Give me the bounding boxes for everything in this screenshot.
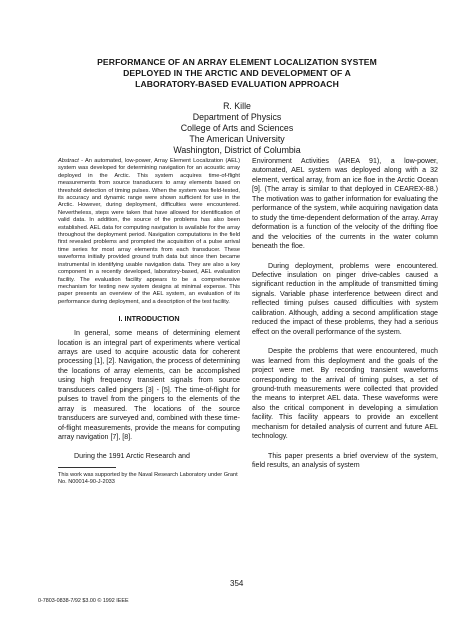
author-name: R. Kille <box>223 101 251 111</box>
title-line: PERFORMANCE OF AN ARRAY ELEMENT LOCALIZATION SYSTEM <box>97 57 377 67</box>
paragraph: Despite the problems that were encountered, much was learned from this deployment and the goals of the project were met. By recording transient waveforms corresponding to the arrival of timing pulses, a set of ground-truth measurements were collected that provided the means to interpret AEL data. These waveforms were also the critical component in developing a simulation facility. This facility appears to provide an excellent mechanism for detailed analysis of current and future AEL technology. <box>252 347 438 441</box>
footnote-rule <box>58 467 116 468</box>
paper-title <box>0 57 474 90</box>
author-block <box>0 101 474 156</box>
paragraph: In general, some means of determining element location is an integral part of experiments where vertical arrays are used to acquire acoustic data for coherent processing [1], [2]. Navigation, the process of determining the locations of array elements, can be accomplished using high frequency transient signals from source transducers called pingers [3] - [5]. The time-of-flight for pulses to travel from the pingers to the elements of the array is measured. The locations of the source transducers are surveyed and, combined with these time-of-flight measurements, provide the means for computing array navigation [7], [8]. <box>58 329 240 442</box>
footnote: This work was supported by the Naval Research Laboratory under Grant No. N00014-90-J-2033 <box>58 472 238 486</box>
paragraph: Environment Activities (AREA 91), a low-power, automated, AEL system was deployed along with a 32 element, vertical array, from an ice floe in the Arctic Ocean [9]. (The array is similar to that deployed in CEAREX-88.) The motivation was to gather information for evaluating the performance of the system, while acquiring navigation data to study the time-dependent deformation of the array. Array deformation is a function of the velocity of the drifting floe and the velocities of the currents in the water column beneath the floe. <box>252 157 438 251</box>
abstract-label: Abstract <box>58 158 79 164</box>
right-column <box>252 157 438 480</box>
paragraph: During deployment, problems were encountered. Defective insulation on pinger drive-cables caused a significant reduction in the amplitude of transmitted timing signals. Variable phase interference between direct and reflected timing pulses caused difficulties with system calibration. Although, adding a second amplification stage reduced the impact of these problems, they had a serious effect on the overall performance of the system. <box>252 261 438 336</box>
title-line: LABORATORY-BASED EVALUATION APPROACH <box>135 79 339 89</box>
abstract-text: - An automated, low-power, Array Element Localization (AEL) system was developed for determining navigation for an acoustic array deployed in the Arctic. This system acquires time-of-flight measurements from source transducers to array elements based on threshold detection of timing pulses. When the system was field-tested, its accuracy and dynamic range were shown sufficient for use in the Arctic. However, during deployment, difficulties were encountered. Nevertheless, steps were taken that have allowed for identification of valid data. In addition, the source of the problems has also been established. AEL data for computing navigation is available for the array throughout the deployment period. Navigation computations in the field first revealed problems and prompted the acquisition of a pulse arrival time series for most array elements from each transducer. These waveforms initially provided ground truth data but since then became instrumental in identifying usable navigation data. They are also a key component in a recently developed, laboratory-based, AEL evaluation facility. The evaluation facility appears to be a comprehensive mechanism for testing new system designs at minimal expense. This paper presents an overview of the AEL system, an evaluation of its performance during deployment, and a description of the test facility. <box>58 158 240 305</box>
author-department: Department of Physics <box>192 112 282 122</box>
section-heading: I. INTRODUCTION <box>118 314 180 324</box>
copyright-line: 0-7803-0838-7/92 $3.00 © 1992 IEEE <box>38 598 129 604</box>
paragraph: This paper presents a brief overview of the system, field results, an analysis of system <box>252 451 438 470</box>
page-number: 354 <box>230 579 244 588</box>
paragraph: During the 1991 Arctic Research and <box>74 451 190 460</box>
author-university: The American University <box>189 134 285 144</box>
abstract <box>58 158 240 306</box>
author-location: Washington, District of Columbia <box>173 145 301 155</box>
author-college: College of Arts and Sciences <box>180 123 294 133</box>
title-line: DEPLOYED IN THE ARCTIC AND DEVELOPMENT OF A <box>123 68 351 78</box>
left-column <box>58 158 240 486</box>
